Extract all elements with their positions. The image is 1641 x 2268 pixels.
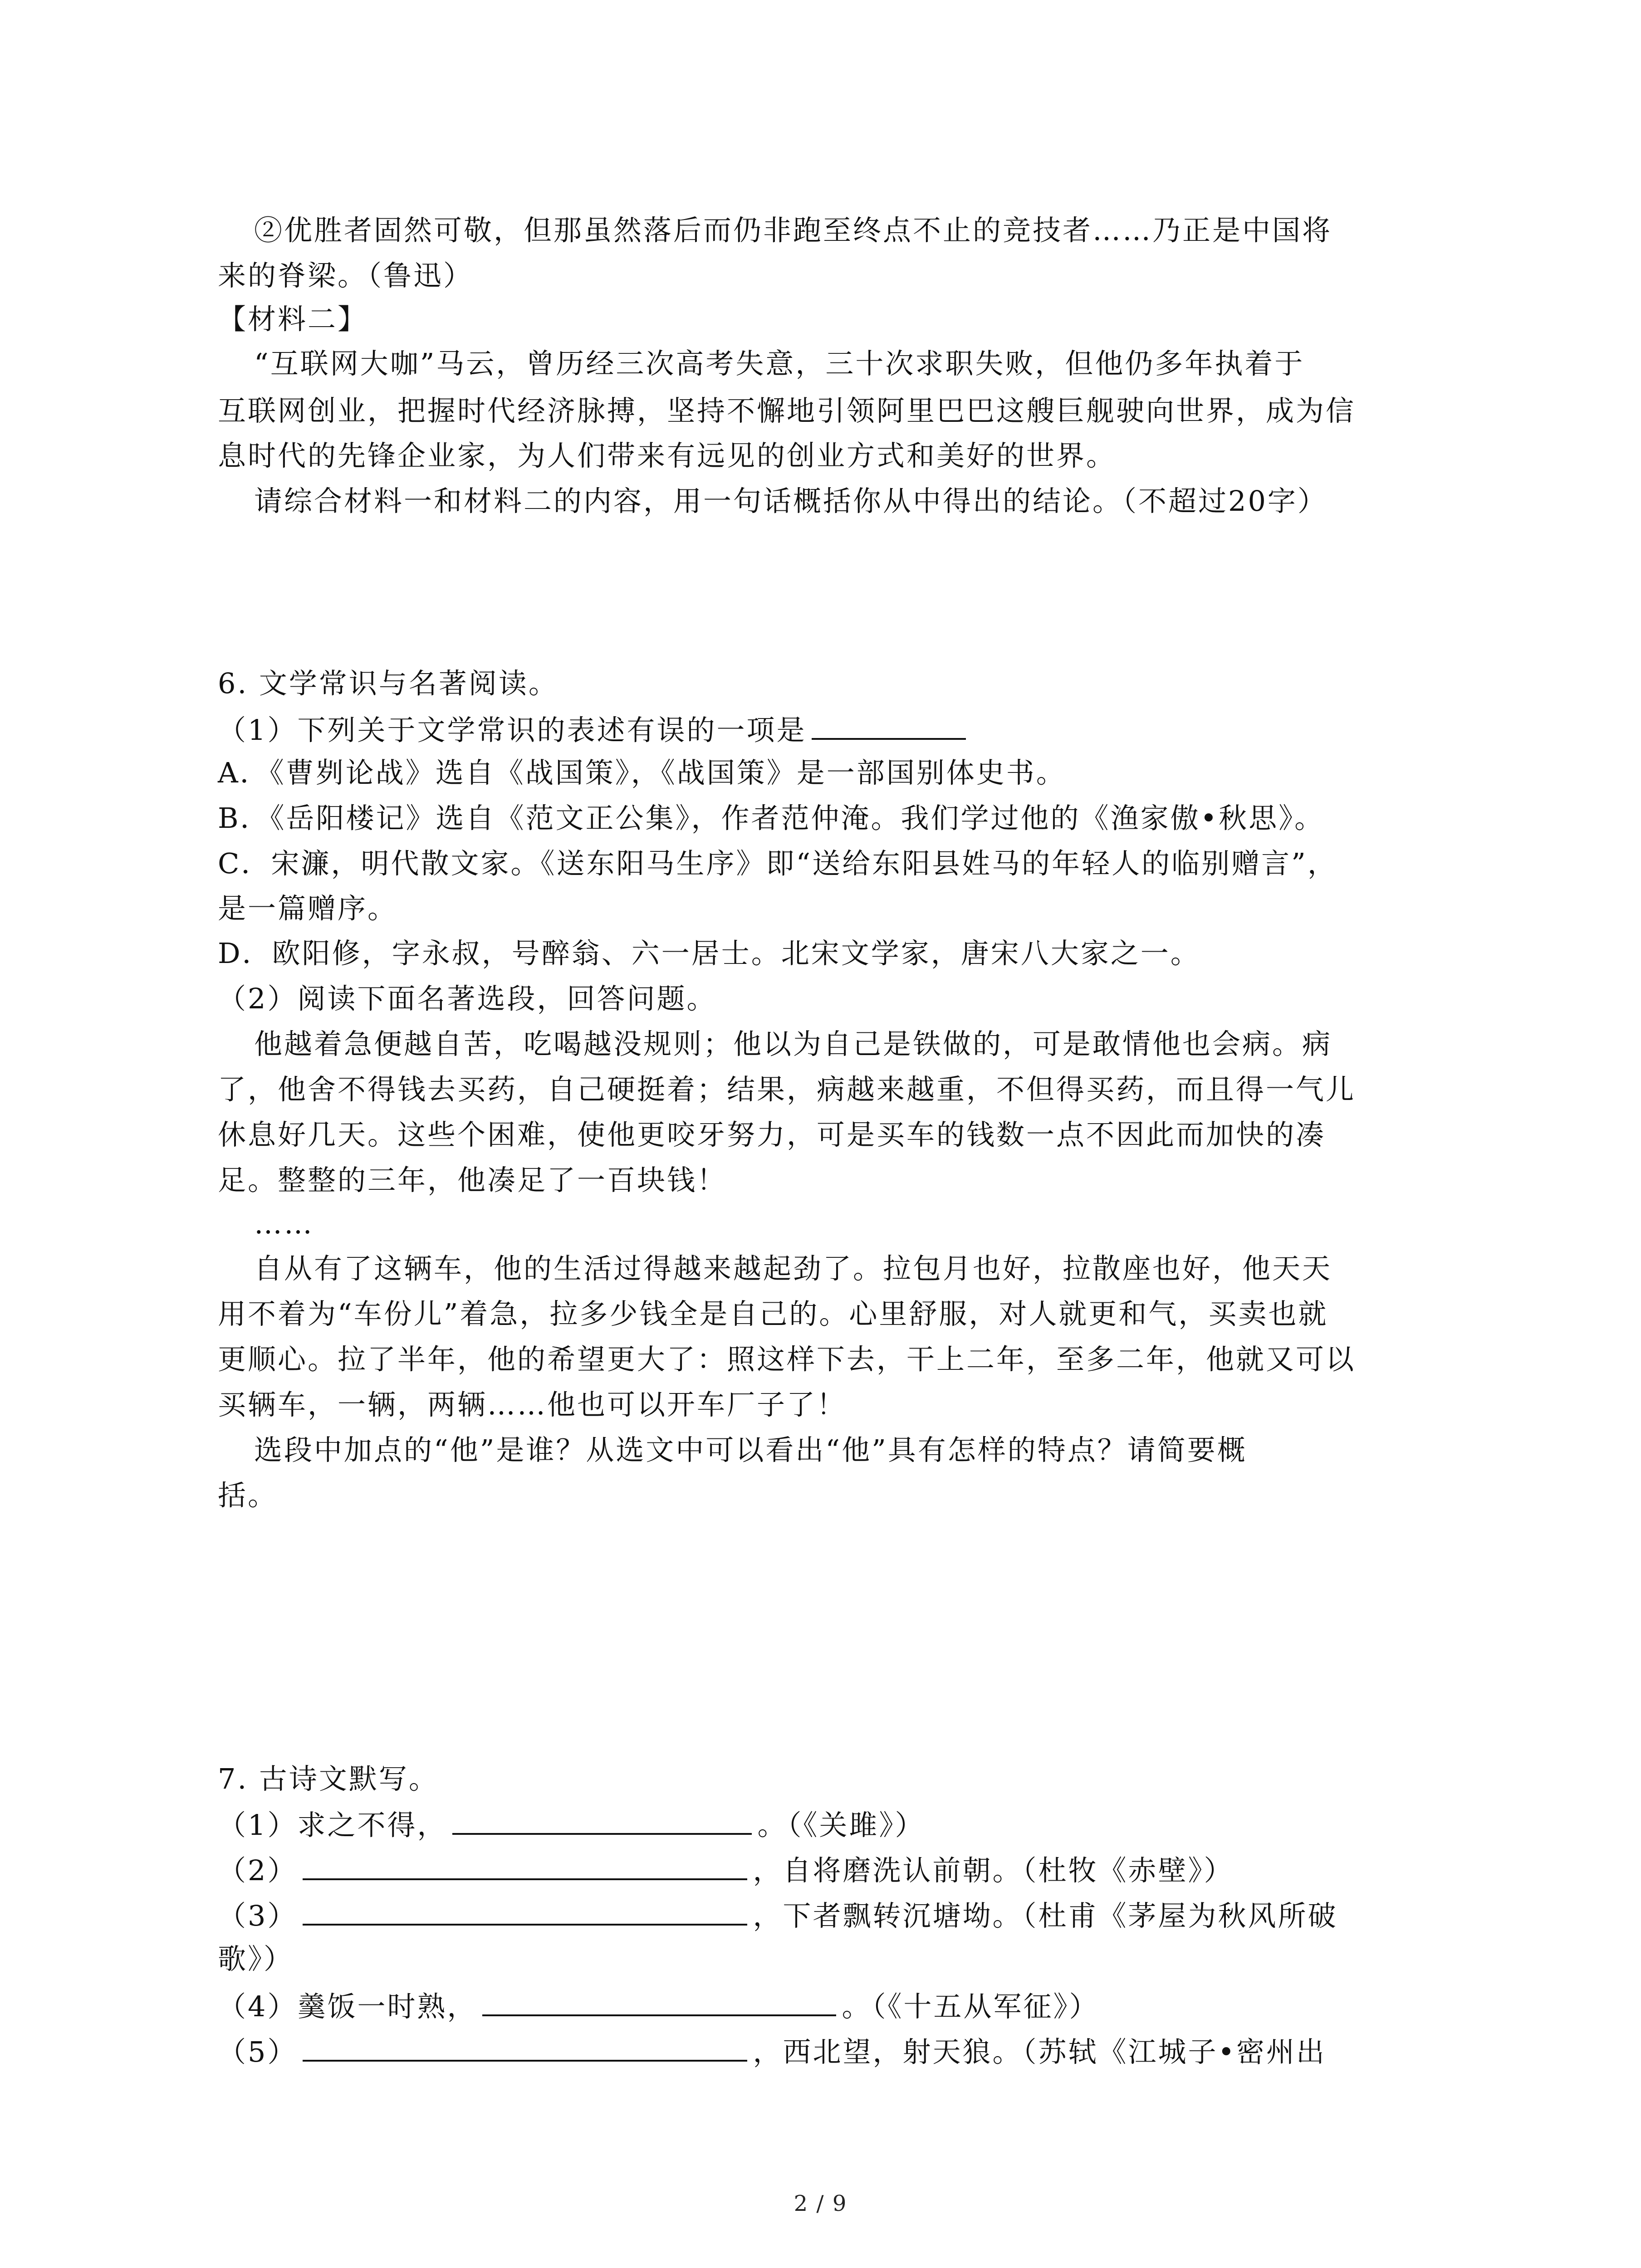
q7-item-1: （1）求之不得， 。（《关雎》） (218, 1804, 925, 1844)
excerpt-line: 他越着急便越自苦，吃喝越没规则；他以为自己是铁做的，可是敢情他也会病。病 (254, 1027, 1332, 1061)
q7-item-3-cont: 歌》） (218, 1942, 294, 1975)
excerpt-line: 休息好几天。这些个困难，使他更咬牙努力，可是买车的钱数一点不因此而加快的凑 (218, 1118, 1326, 1151)
material2-label: 【材料二】 (218, 303, 368, 336)
excerpt-line: 了，他舍不得钱去买药，自己硬挺着；结果，病越来越重，不但得买药，而且得一气儿 (218, 1073, 1356, 1106)
q6-option-b: B．《岳阳楼记》选自《范文正公集》，作者范仲淹。我们学过他的《渔家傲•秋思》。 (218, 802, 1325, 835)
q7-item-4: （4）羹饭一时熟， 。（《十五从军征》） (218, 1985, 1099, 2026)
material2-paragraph: 互联网创业，把握时代经济脉搏，坚持不懈地引领阿里巴巴这艘巨舰驶向世界，成为信 (218, 394, 1356, 427)
answer-blank[interactable] (303, 1895, 747, 1926)
answer-blank[interactable] (812, 709, 966, 740)
material1-quote2: ②优胜者固然可敬，但那虽然落后而仍非跑至终点不止的竞技者……乃正是中国将 (254, 214, 1332, 247)
material-prompt: 请综合材料一和材料二的内容，用一句话概括你从中得出的结论。（不超过20字） (254, 484, 1327, 518)
excerpt-line: 更顺心。拉了半年，他的希望更大了：照这样下去，干上二年，至多二年，他就又可以 (218, 1343, 1356, 1376)
q6-option-d: D．欧阳修，字永叔，号醉翁、六一居士。北宋文学家，唐宋八大家之一。 (218, 937, 1200, 970)
answer-blank[interactable] (482, 1985, 836, 2016)
q6-question-cont: 括。 (218, 1479, 278, 1512)
q7-item-2: （2） ，自将磨洗认前朝。（杜牧《赤壁》） (218, 1849, 1234, 1890)
answer-blank[interactable] (303, 1849, 747, 1880)
q6-heading: 6. 文学常识与名著阅读。 (218, 667, 558, 700)
material1-quote2-cont: 来的脊梁。（鲁迅） (218, 259, 474, 292)
answer-blank[interactable] (452, 1804, 752, 1835)
excerpt-line: 买辆车，一辆，两辆……他也可以开车厂子了！ (218, 1388, 847, 1421)
q6-sub1: （1）下列关于文学常识的表述有误的一项是 (218, 709, 971, 749)
q6-option-a: A．《曹刿论战》选自《战国策》，《战国策》是一部国别体史书。 (218, 756, 1066, 789)
q6-question: 选段中加点的“他”是谁？从选文中可以看出“他”具有怎样的特点？请简要概 (254, 1433, 1247, 1466)
excerpt-ellipsis: …… (254, 1207, 314, 1240)
material2-paragraph: 息时代的先锋企业家，为人们带来有远见的创业方式和美好的世界。 (218, 439, 1117, 472)
excerpt-line: 用不着为“车份儿”着急，拉多少钱全是自己的。心里舒服，对人就更和气，买卖也就 (218, 1297, 1328, 1330)
answer-blank[interactable] (303, 2031, 747, 2062)
page-number: 2 / 9 (794, 2191, 847, 2216)
q7-item-3: （3） ，下者飘转沉塘坳。（杜甫《茅屋为秋风所破 (218, 1895, 1337, 1935)
excerpt-line: 足。整整的三年，他凑足了一百块钱！ (218, 1163, 727, 1197)
q7-heading: 7. 古诗文默写。 (218, 1762, 439, 1795)
excerpt-line: 自从有了这辆车，他的生活过得越来越起劲了。拉包月也好，拉散座也好，他天天 (254, 1252, 1332, 1285)
q6-option-c-cont: 是一篇赠序。 (218, 892, 398, 925)
q7-item-5: （5） ，西北望，射天狼。（苏轼《江城子•密州出 (218, 2031, 1326, 2071)
material2-paragraph: “互联网大咖”马云，曾历经三次高考失意，三十次求职失败，但他仍多年执着于 (254, 347, 1305, 380)
q6-sub2: （2）阅读下面名著选段，回答问题。 (218, 982, 717, 1015)
q6-option-c: C．宋濂，明代散文家。《送东阳马生序》即“送给东阳县姓马的年轻人的临别赠言”， (218, 847, 1337, 880)
